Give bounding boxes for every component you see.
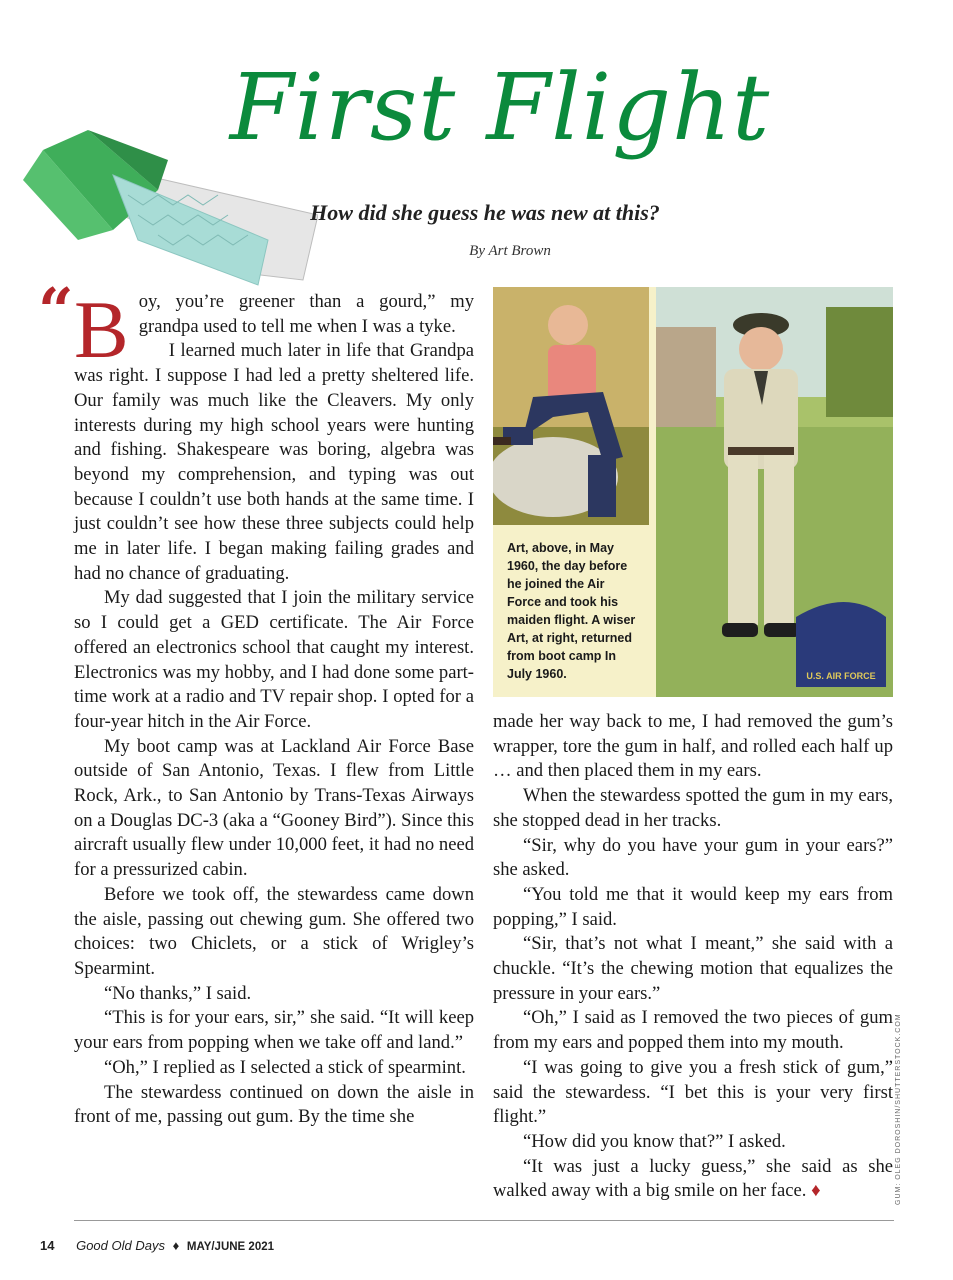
paragraph: “No thanks,” I said. (104, 982, 252, 1004)
paragraph: I learned much later in life that Grandpa was right. I suppose I had led a pretty sheltered life. Our family was much like the Cleavers. My only interests during my high school years were hunting and fishing. Shakespeare was boring, algebra was beyond my comprehension, and typing was out because I couldn’t use both hands at the same time. I just couldn’t see how these three subjects could help me in later life. I began making failing grades and had no chance of graduating. (74, 340, 474, 584)
paragraph: “I was going to give you a fresh stick of gum,” said the stewardess. “I bet this is your very first flight.” (493, 1056, 893, 1128)
article-column-left (74, 284, 474, 1130)
footer-divider (74, 1220, 894, 1221)
paragraph: “Sir, why do you have your gum in your ears?” she asked. (493, 834, 893, 881)
drop-cap: B (74, 284, 129, 375)
paragraph: “It was just a lucky guess,” she said as she walked away with a big smile on her face. ♦ (493, 1155, 893, 1202)
article-column-right (493, 710, 893, 1204)
bag-text: U.S. AIR FORCE (806, 671, 876, 681)
diamond-icon: ♦ (172, 1238, 180, 1253)
article-subtitle: How did she guess he was new at this? (310, 200, 660, 225)
paragraph: “You told me that it would keep my ears from popping,” I said. (493, 883, 893, 930)
photo-caption: Art, above, in May 1960, the day before he joined the Air Force and took his maiden flight. A wiser Art, at right, returned from boot camp In July 1960. (507, 541, 636, 681)
photo-box (493, 287, 893, 697)
paragraph: “Sir, that’s not what I meant,” she said with a chuckle. “It’s the chewing motion that equalizes the pressure in your ears.” (493, 933, 893, 1004)
issue-date: MAY/JUNE 2021 (186, 1241, 275, 1253)
paragraph: My boot camp was at Lackland Air Force Base outside of San Antonio, Texas. I flew from Little Rock, Ark., to San Antonio by Trans-Texas Airways on a Douglas DC-3 (aka a “Gooney Bird”). Since this aircraft usually flew under 10,000 feet, it had no need for a pressurized cabin. (74, 735, 474, 881)
paragraph: Before we took off, the stewardess came down the aisle, passing out chewing gum. She offered two choices: two Chiclets, or a stick of Wrigley’s Spearmint. (74, 883, 474, 979)
paragraph: “This is for your ears, sir,” she said. “It will keep your ears from popping when we take off and land.” (74, 1007, 474, 1054)
paragraph: “How did you know that?” I asked. (523, 1130, 786, 1152)
paragraph: Boy, you’re greener than a gourd,” my grandpa used to tell me when I was a tyke. (74, 284, 474, 375)
open-quote-mark: “ (38, 274, 74, 347)
paragraph: When the stewardess spotted the gum in my ears, she stopped dead in her tracks. (493, 785, 893, 831)
photo-young-art-sitting (493, 287, 649, 525)
page-number: 14 (40, 1238, 55, 1253)
paragraph: made her way back to me, I had removed the gum’s wrapper, tore the gum in half, and rolled each half up … and then placed them in my ears. (493, 711, 893, 782)
photo-airman-uniform (656, 287, 893, 697)
end-mark-icon: ♦ (811, 1180, 821, 1202)
paragraph: “Oh,” I replied as I selected a stick of spearmint. (104, 1056, 466, 1078)
paragraph: “Oh,” I said as I removed the two pieces of gum from my ears and popped them into my mouth. (493, 1007, 893, 1054)
page-footer (40, 1238, 274, 1253)
article-title: First Flight (229, 54, 771, 161)
photo-credit: GUM: OLEG DOROSHIN/SHUTTERSTOCK.COM (895, 1013, 902, 1205)
byline: By Art Brown (469, 243, 551, 259)
magazine-name: Good Old Days (76, 1238, 165, 1253)
paragraph: My dad suggested that I join the military service so I could get a GED certificate. The Air Force offered an electronics school that caught my interest. Electronics was my hobby, and I had done some part-time work at a radio and TV repair shop. I opted for a four-year hitch in the Air Force. (74, 587, 474, 732)
paragraph: The stewardess continued on down the aisle in front of me, passing out gum. By the time she (74, 1081, 474, 1128)
